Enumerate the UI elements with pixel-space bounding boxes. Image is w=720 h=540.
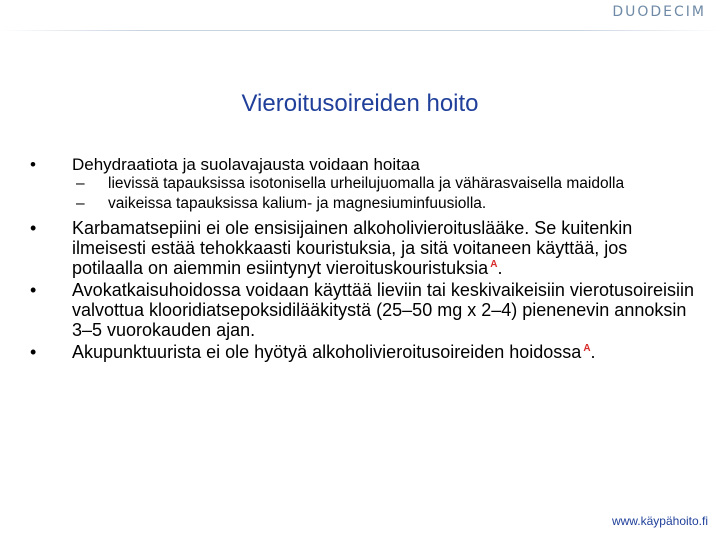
bullet-text-wrap <box>72 218 698 278</box>
sub-bullet-item <box>70 195 698 212</box>
sub-bullet-dash: – <box>76 175 85 192</box>
sub-bullet-text: lievissä tapauksissa isotonisella urheilujuomalla ja vähärasvaisella maidolla <box>108 175 625 192</box>
bullet-item <box>28 342 698 362</box>
bullet-item <box>28 218 698 278</box>
brand-logo: DUODECIM <box>612 4 706 20</box>
bullet-item <box>28 280 698 340</box>
slide-title: Vieroitusoireiden hoito <box>241 90 479 117</box>
bullet-text: Karbamatsepiini ei ole ensisijainen alkoholivieroituslääke. Se kuitenkin ilmeisesti estää tehokkaasti kouristuksia, ja sitä voitaneen käyttää, jos potilaalla on aiemmin esiintynyt vieroituskouristuksia <box>72 218 633 278</box>
bullet-dot: • <box>30 342 37 362</box>
bullet-dot: • <box>30 218 37 238</box>
slide-content <box>28 155 698 362</box>
evidence-level-badge[interactable]: A <box>490 259 498 270</box>
header-divider <box>0 30 720 31</box>
sub-bullet-item <box>70 175 698 192</box>
bullet-dot: • <box>30 280 37 300</box>
bullet-item <box>28 155 698 175</box>
bullet-text: Akupunktuurista ei ole hyötyä alkoholivieroitusoireiden hoidossa <box>72 342 582 362</box>
bullet-text-end: . <box>497 258 503 278</box>
footer-url[interactable]: www.käypähoito.fi <box>611 514 708 528</box>
bullet-text: Dehydraatiota ja suolavajausta voidaan hoitaa <box>72 155 420 174</box>
sub-bullet-dash: – <box>76 195 85 212</box>
bullet-dot: • <box>30 155 36 174</box>
evidence-level-badge[interactable]: A <box>583 343 591 354</box>
bullet-text: Avokatkaisuhoidossa voidaan käyttää lieviin tai keskivaikeisiin vierotusoireisiin valvottua klooridiatsepoksidilääkitystä (25–50 mg x 2–4) pienenevin annoksin 3–5 vuorokauden ajan. <box>72 280 694 340</box>
sub-bullet-text: vaikeissa tapauksissa kalium- ja magnesiuminfuusiolla. <box>108 195 487 212</box>
bullet-text-end: . <box>590 342 596 362</box>
bullet-text-wrap <box>72 342 698 362</box>
